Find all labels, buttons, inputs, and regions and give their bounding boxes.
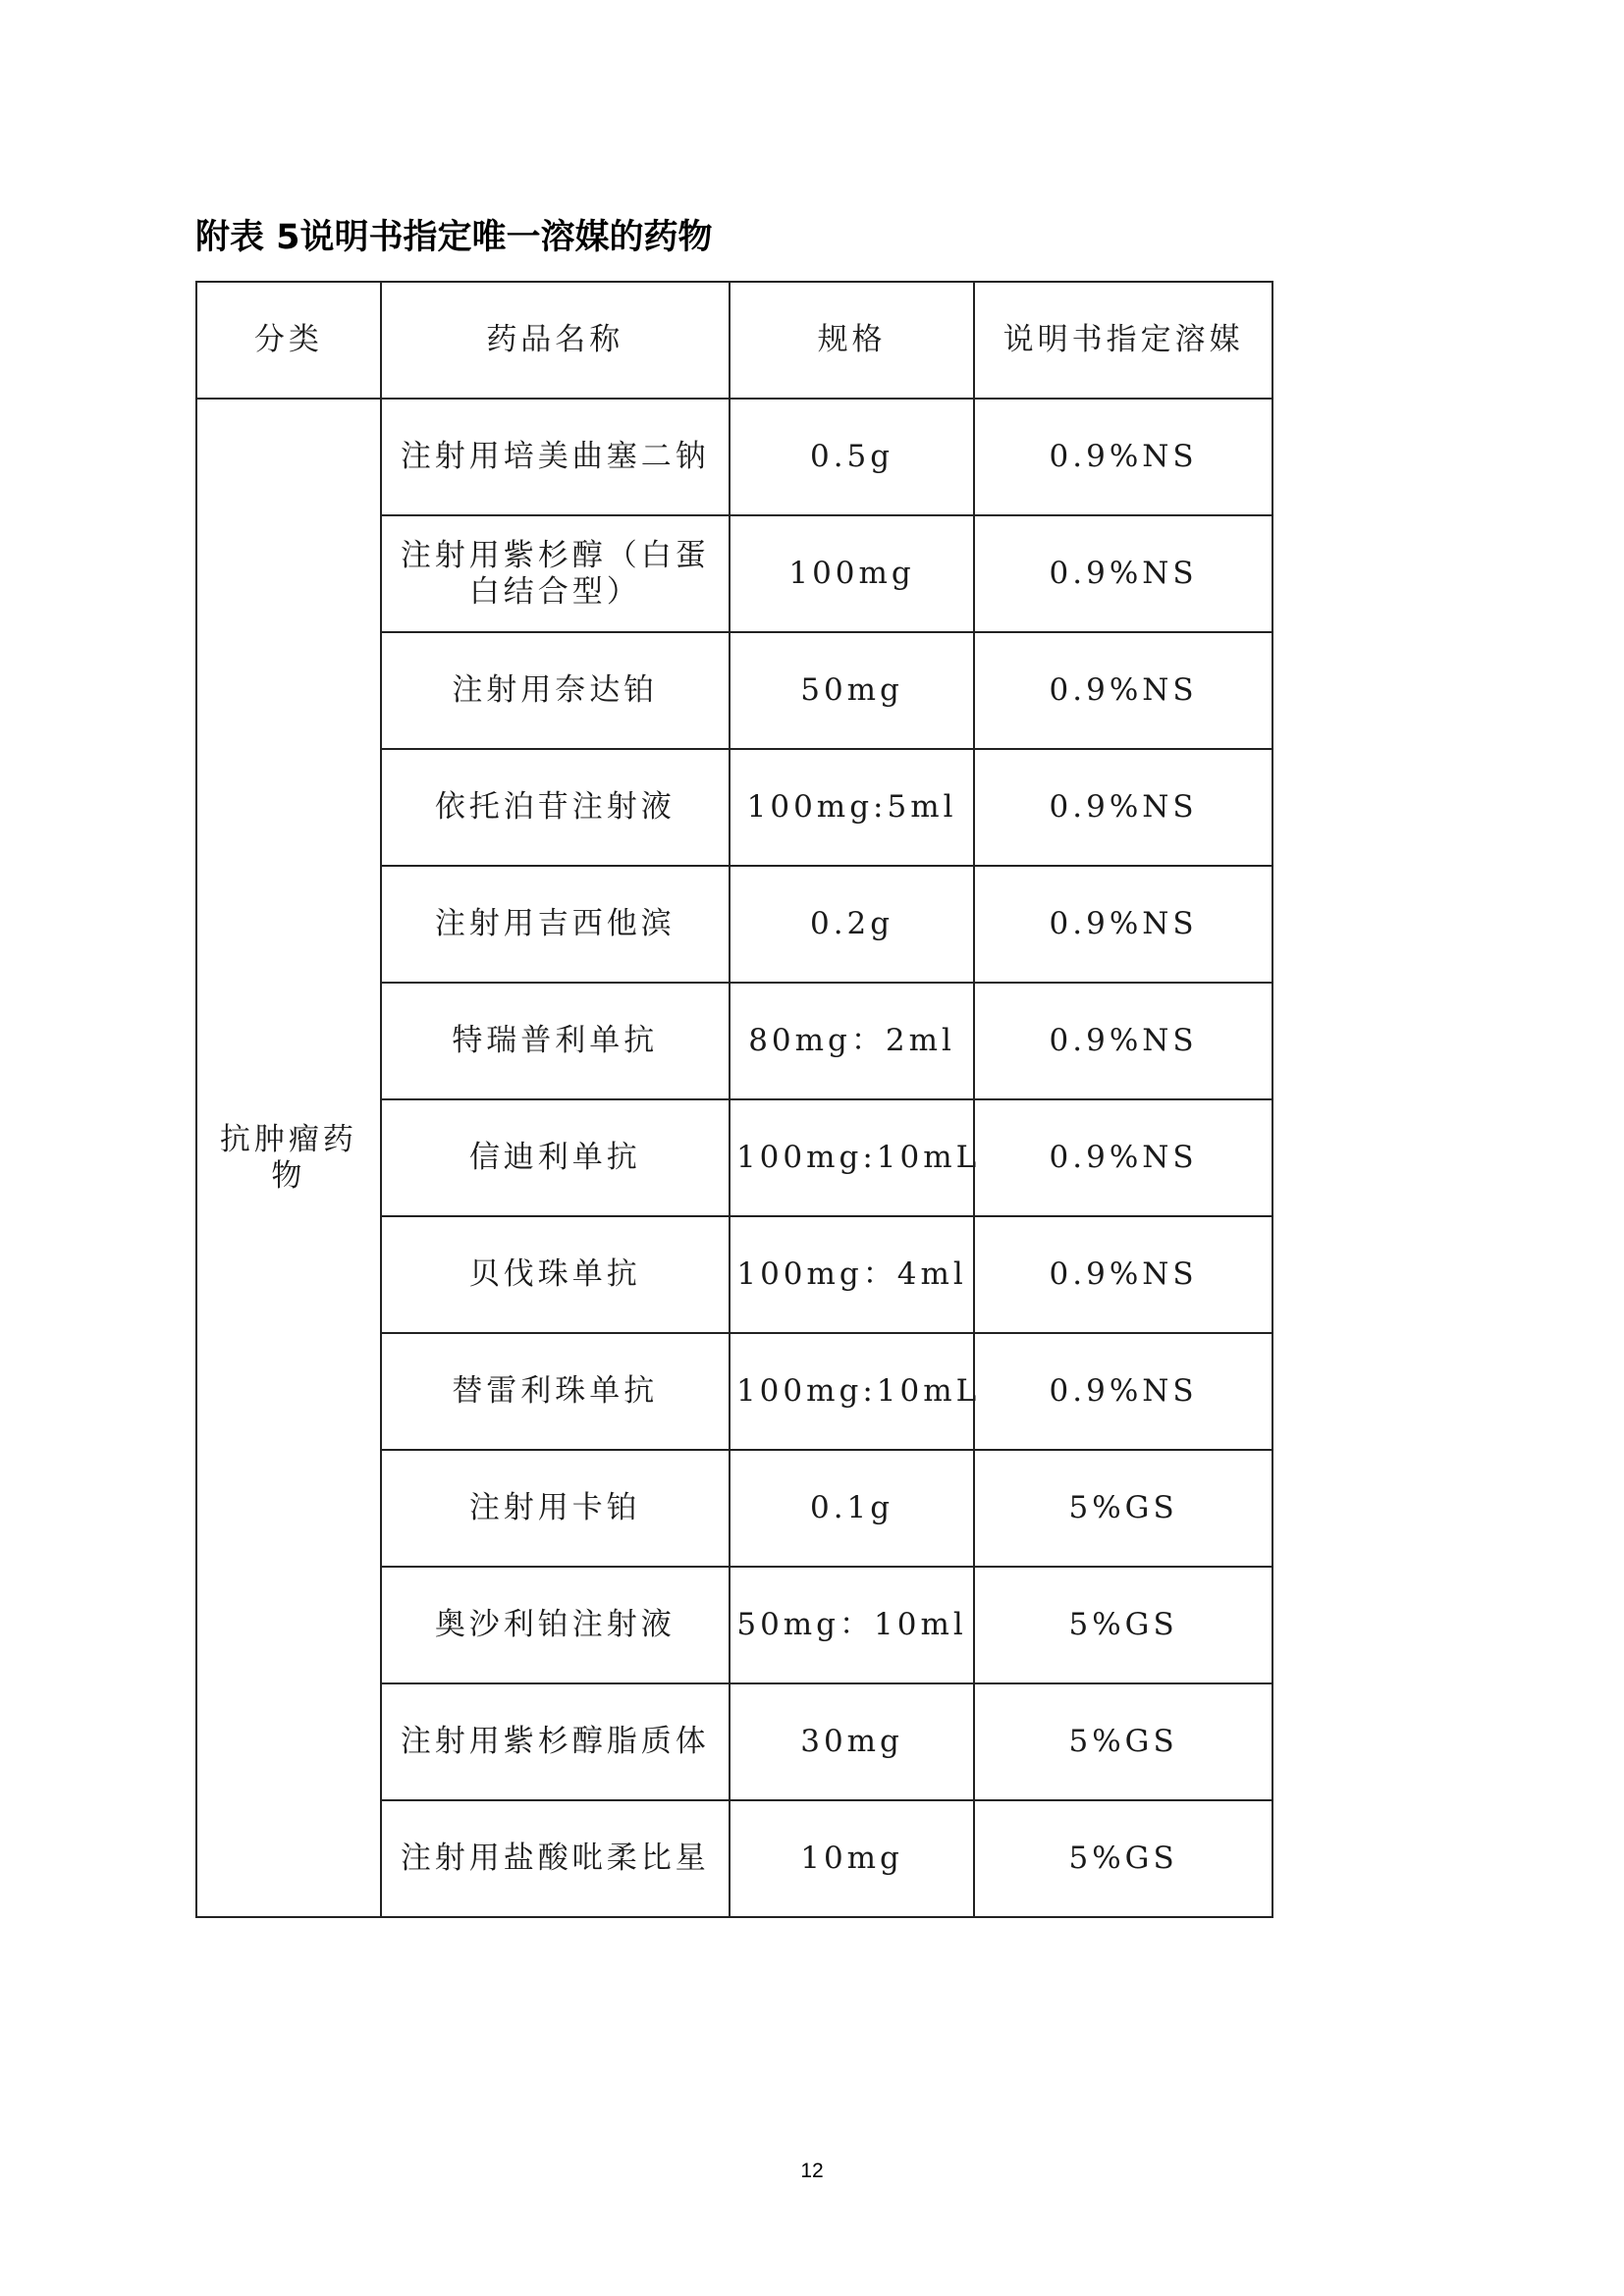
spec-cell: 0.5g — [730, 399, 974, 515]
solvent-cell: 5%GS — [974, 1683, 1272, 1800]
spec-cell: 100mg:10mL — [730, 1333, 974, 1450]
drug-table — [195, 281, 1273, 1918]
drug-name-cell: 特瑞普利单抗 — [381, 983, 730, 1099]
spec-cell: 100mg:10mL — [730, 1099, 974, 1216]
drug-name-cell: 信迪利单抗 — [381, 1099, 730, 1216]
header-spec: 规格 — [730, 282, 974, 399]
category-cell: 抗肿瘤药物 — [196, 399, 381, 1917]
page-title: 附表 5说明书指定唯一溶媒的药物 — [195, 218, 713, 257]
solvent-cell: 0.9%NS — [974, 983, 1272, 1099]
drug-name-cell: 替雷利珠单抗 — [381, 1333, 730, 1450]
spec-cell: 100mg:5ml — [730, 749, 974, 866]
spec-cell: 100mg：4ml — [730, 1216, 974, 1333]
solvent-cell: 0.9%NS — [974, 1099, 1272, 1216]
table-row — [196, 399, 1272, 515]
solvent-cell: 5%GS — [974, 1800, 1272, 1917]
solvent-cell: 0.9%NS — [974, 1333, 1272, 1450]
drug-name-cell: 注射用紫杉醇脂质体 — [381, 1683, 730, 1800]
table-header-row — [196, 282, 1272, 399]
spec-cell: 80mg：2ml — [730, 983, 974, 1099]
drug-name-cell: 贝伐珠单抗 — [381, 1216, 730, 1333]
drug-name-cell: 注射用盐酸吡柔比星 — [381, 1800, 730, 1917]
spec-cell: 10mg — [730, 1800, 974, 1917]
solvent-cell: 0.9%NS — [974, 632, 1272, 749]
spec-cell: 50mg — [730, 632, 974, 749]
drug-name-cell: 注射用紫杉醇（白蛋白结合型） — [381, 515, 730, 632]
header-category: 分类 — [196, 282, 381, 399]
spec-cell: 0.1g — [730, 1450, 974, 1567]
drug-name-cell: 注射用吉西他滨 — [381, 866, 730, 983]
solvent-cell: 5%GS — [974, 1450, 1272, 1567]
solvent-cell: 0.9%NS — [974, 515, 1272, 632]
spec-cell: 50mg：10ml — [730, 1567, 974, 1683]
spec-cell: 100mg — [730, 515, 974, 632]
page-number: 12 — [800, 2160, 824, 2182]
header-solvent: 说明书指定溶媒 — [974, 282, 1272, 399]
drug-name-cell: 注射用卡铂 — [381, 1450, 730, 1567]
solvent-cell: 0.9%NS — [974, 1216, 1272, 1333]
solvent-cell: 0.9%NS — [974, 866, 1272, 983]
spec-cell: 30mg — [730, 1683, 974, 1800]
header-drug-name: 药品名称 — [381, 282, 730, 399]
spec-cell: 0.2g — [730, 866, 974, 983]
solvent-cell: 0.9%NS — [974, 399, 1272, 515]
drug-name-cell: 注射用培美曲塞二钠 — [381, 399, 730, 515]
solvent-cell: 0.9%NS — [974, 749, 1272, 866]
solvent-cell: 5%GS — [974, 1567, 1272, 1683]
drug-name-cell: 奥沙利铂注射液 — [381, 1567, 730, 1683]
drug-name-cell: 注射用奈达铂 — [381, 632, 730, 749]
drug-name-cell: 依托泊苷注射液 — [381, 749, 730, 866]
